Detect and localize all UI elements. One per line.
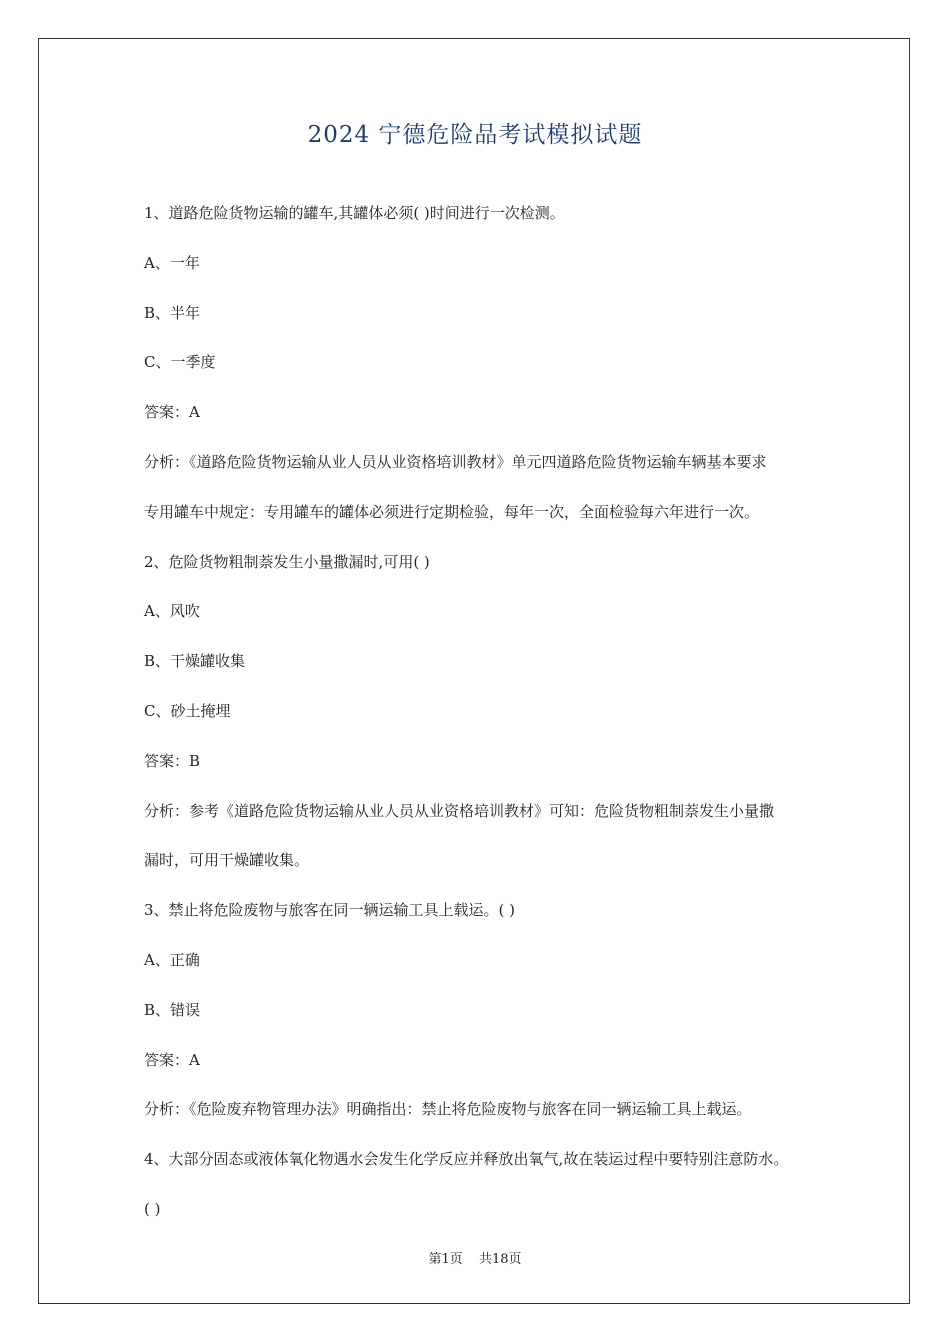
page-footer (0, 1248, 950, 1267)
question-3-text: 3、禁止将危险废物与旅客在同一辆运输工具上载运。( ) (144, 901, 516, 920)
question-2-option-c: C、砂土掩埋 (144, 701, 231, 720)
question-4-bracket: ( ) (144, 1199, 161, 1218)
question-2-analysis-line-1: 分析：参考《道路危险货物运输从业人员从业资格培训教材》可知：危险货物粗制萘发生小量撒 (144, 801, 775, 820)
question-1-answer: 答案：A (144, 403, 200, 422)
question-2-analysis-line-2: 漏时，可用干燥罐收集。 (144, 851, 310, 870)
question-4-text: 4、大部分固态或液体氧化物遇水会发生化学反应并释放出氧气,故在装运过程中要特别注意防水。 (144, 1150, 789, 1169)
document-title: 2024 宁德危险品考试模拟试题 (307, 122, 643, 148)
question-1-text: 1、道路危险货物运输的罐车,其罐体必须( )时间进行一次检测。 (144, 204, 565, 222)
question-1-option-a: A、一年 (144, 253, 200, 272)
page-number: 第1页 (428, 1252, 463, 1267)
question-2-text: 2、危险货物粗制萘发生小量撒漏时,可用( ) (144, 552, 430, 571)
question-1-analysis-line-2: 专用罐车中规定：专用罐车的罐体必须进行定期检验，每年一次，全面检验每六年进行一次。 (144, 502, 760, 521)
question-1-option-b: B、半年 (144, 303, 201, 322)
question-2-answer: 答案：B (144, 751, 201, 770)
question-2-option-a: A、风吹 (144, 602, 200, 621)
question-3-analysis: 分析：《危险废弃物管理办法》明确指出：禁止将危险废物与旅客在同一辆运输工具上载运。 (144, 1100, 752, 1119)
question-2-option-b: B、干燥罐收集 (144, 652, 246, 671)
page-total: 共18页 (478, 1252, 522, 1267)
question-3-option-a: A、正确 (144, 950, 200, 969)
question-3-option-b: B、错误 (144, 1000, 201, 1019)
question-1-analysis-line-1: 分析：《道路危险货物运输从业人员从业资格培训教材》单元四道路危险货物运输车辆基本要求 (144, 452, 767, 471)
question-3-answer: 答案：A (144, 1050, 200, 1069)
question-1-option-c: C、一季度 (144, 353, 216, 372)
document-body (144, 198, 834, 1244)
